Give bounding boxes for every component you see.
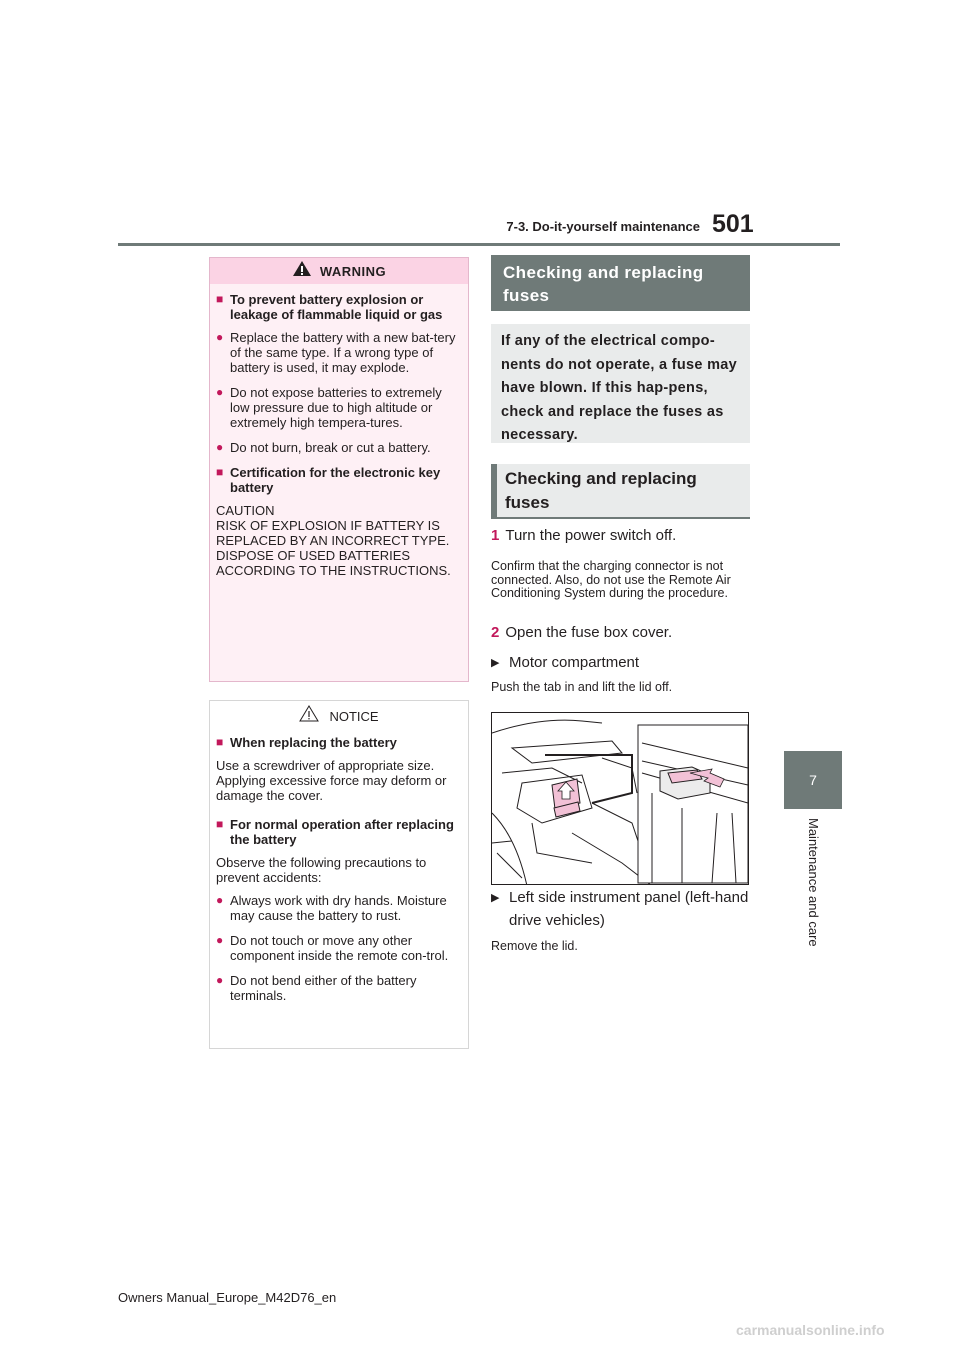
section-title: 7-3. Do-it-yourself maintenance <box>506 219 700 234</box>
item-left-instrument-panel: ▶ Left side instrument panel (left-hand drive vehicles) <box>491 886 753 932</box>
notice-bullet: ● Do not touch or move any other component inside the remote con-trol. <box>216 933 449 963</box>
notice-header <box>210 701 468 731</box>
warning-header <box>210 258 468 284</box>
warning-heading-1: ■ To prevent battery explosion or leakage of flammable liquid or gas <box>216 292 443 322</box>
warning-box <box>209 257 469 682</box>
notice-triangle-icon <box>299 702 319 734</box>
step-1-note: Confirm that the charging connector is not connected. Also, do not use the Remote Air Conditioning System during the procedure. <box>491 559 731 600</box>
notice-box <box>209 700 469 1049</box>
step-1: 1 Turn the power switch off. <box>491 527 677 544</box>
chapter-tab[interactable]: 7 <box>784 751 842 809</box>
notice-bullet: ● Do not bend either of the battery terminals. <box>216 973 417 1003</box>
fuse-box-illustration <box>491 712 749 885</box>
caution-text: CAUTION RISK OF EXPLOSION IF BATTERY IS REPLACED BY AN INCORRECT TYPE. DISPOSE OF USED BATTERIES ACCORDING TO THE INSTRUCTIONS. <box>216 503 451 578</box>
notice-heading-1: ■ When replacing the battery <box>216 735 397 750</box>
warning-title: WARNING <box>319 264 387 279</box>
document-id: Owners Manual_Europe_M42D76_en <box>118 1290 337 1305</box>
watermark: carmanualsonline.info <box>736 1322 885 1338</box>
warning-bullet: ● Do not burn, break or cut a battery. <box>216 440 431 455</box>
sub-heading: Checking and replacing fuses <box>491 464 750 519</box>
chapter-title: Maintenance and care <box>806 818 821 947</box>
warning-bullet: ● Replace the battery with a new bat-tery of the same type. If a wrong type of battery is used, it may explode. <box>216 330 456 375</box>
warning-heading-2: ■ Certification for the electronic key battery <box>216 465 441 495</box>
item-1-note: Push the tab in and lift the lid off. <box>491 680 673 694</box>
notice-title: NOTICE <box>329 709 379 724</box>
page-number: 501 <box>712 210 754 238</box>
header-divider <box>118 243 840 246</box>
notice-text: Observe the following precautions to prevent accidents: <box>216 855 427 885</box>
pointer-icon: ▶ <box>491 892 500 904</box>
notice-text: Use a screwdriver of appropriate size. Applying excessive force may deform or damage the cover. <box>216 758 447 803</box>
warning-triangle-icon <box>292 259 312 287</box>
warning-bullet: ● Do not expose batteries to extremely low pressure due to high altitude or extremely high tempera-tures. <box>216 385 442 430</box>
item-motor-compartment: ▶ Motor compartment <box>491 651 639 675</box>
item-2-note: Remove the lid. <box>491 939 578 953</box>
pointer-icon: ▶ <box>491 657 500 669</box>
notice-bullet: ● Always work with dry hands. Moisture may cause the battery to rust. <box>216 893 447 923</box>
intro-text: If any of the electrical compo-nents do not operate, a fuse may have blown. If this hap-pens, check and replace the fuses as necessary. <box>491 324 750 443</box>
chapter-title-vertical <box>768 818 858 978</box>
main-heading: Checking and replacing fuses <box>491 255 750 311</box>
notice-heading-2: ■ For normal operation after replacing the battery <box>216 817 454 847</box>
step-2: 2 Open the fuse box cover. <box>491 624 673 641</box>
